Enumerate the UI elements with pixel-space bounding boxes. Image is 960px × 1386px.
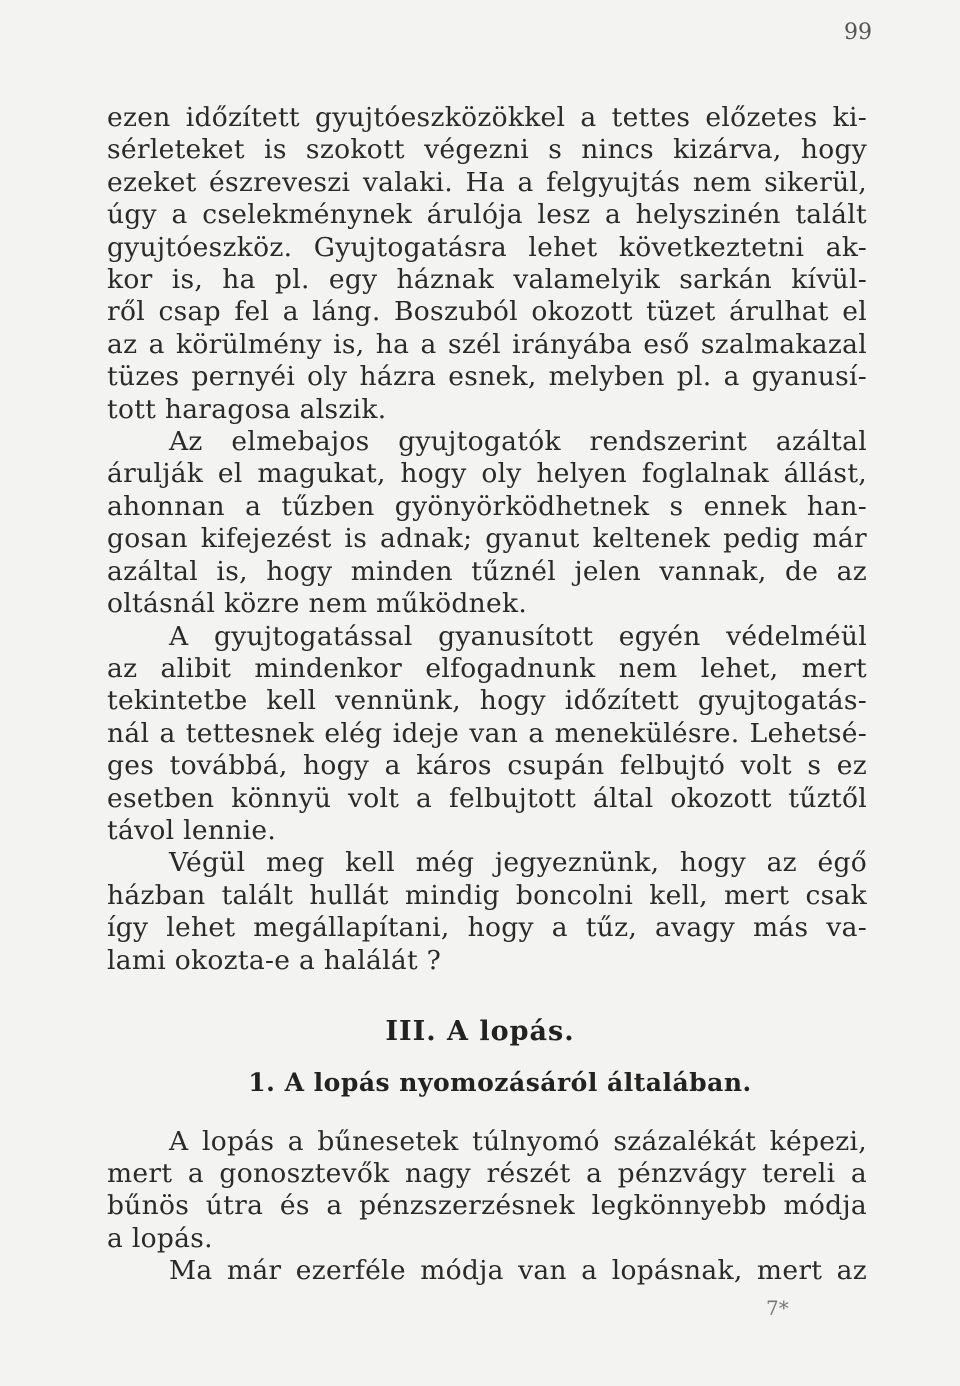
text-line: ről csap fel a láng. Boszuból okozott tüzet árulhat el — [107, 296, 867, 328]
text-line: gosan kifejezést is adnak; gyanut keltenek pedig már — [107, 523, 867, 555]
printer-signature-mark: 7* — [766, 1296, 789, 1320]
text-line: ezeket észreveszi valaki. Ha a felgyujtás nem sikerül, — [107, 166, 867, 198]
text-line: lami okozta-e a halálát ? — [107, 944, 442, 976]
text-line: az alibit mindenkor elfogadnunk nem lehet, mert — [107, 652, 867, 684]
text-line: gyujtóeszköz. Gyujtogatásra lehet következtetni ak- — [107, 231, 867, 263]
text-line: sérleteket is szokott végezni s nincs kizárva, hogy — [107, 134, 867, 166]
text-line: A lopás a bűnesetek túlnyomó százalékát képezi, — [169, 1126, 867, 1157]
text-line: tüzes pernyéi oly házra esnek, melyben pl. a gyanusí- — [107, 361, 867, 393]
text-line: Végül meg kell még jegyeznünk, hogy az égő — [169, 847, 867, 879]
body-text-section-1 — [107, 102, 867, 977]
text-line: az a körülmény is, ha a szél irányába eső szalmakazal — [107, 328, 867, 360]
text-line: nál a tettesnek elég ideje van a menekülésre. Lehetsé- — [107, 717, 867, 749]
section-heading: 1. A lopás nyomozásáról általában. — [248, 1068, 752, 1097]
text-line: Az elmebajos gyujtogatók rendszerint azáltal — [169, 426, 867, 458]
text-line: A gyujtogatással gyanusított egyén védelméül — [169, 620, 867, 652]
text-line: tott haragosa alszik. — [107, 393, 387, 425]
text-line: távol lennie. — [107, 814, 277, 846]
text-line: házban talált hullát mindig boncolni kell, mert csak — [107, 879, 867, 911]
text-line: ges továbbá, hogy a káros csupán felbujtó volt s ez — [107, 750, 867, 782]
text-line: ahonnan a tűzben gyönyörködhetnek s ennek han- — [107, 490, 867, 522]
text-line: tekintetbe kell vennünk, hogy időzített gyujtogatás- — [107, 685, 867, 717]
text-line: oltásnál közre nem működnek. — [107, 588, 528, 620]
text-line: azáltal is, hogy minden tűznél jelen vannak, de az — [107, 555, 867, 587]
chapter-heading: III. A lopás. — [385, 1016, 575, 1047]
text-line: a lopás. — [107, 1222, 213, 1254]
text-line: úgy a cselekménynek árulója lesz a helyszinén talált — [107, 199, 867, 231]
page-number: 99 — [844, 20, 872, 45]
text-line: mert a gonosztevők nagy részét a pénzvágy tereli a — [107, 1158, 867, 1190]
text-line: ezen időzített gyujtóeszközökkel a tettes előzetes ki- — [107, 102, 867, 133]
text-line: így lehet megállapítani, hogy a tűz, avagy más va- — [107, 912, 867, 944]
text-line: Ma már ezerféle módja van a lopásnak, mert az — [169, 1254, 867, 1286]
text-line: esetben könnyü volt a felbujtott által okozott tűztől — [107, 782, 867, 814]
text-line: kor is, ha pl. egy háznak valamelyik sarkán kívül- — [107, 264, 867, 296]
text-line: bűnös útra és a pénzszerzésnek legkönnyebb módja — [107, 1190, 867, 1222]
text-line: árulják el magukat, hogy oly helyen foglalnak állást, — [107, 458, 867, 490]
body-text-section-2 — [107, 1126, 867, 1287]
